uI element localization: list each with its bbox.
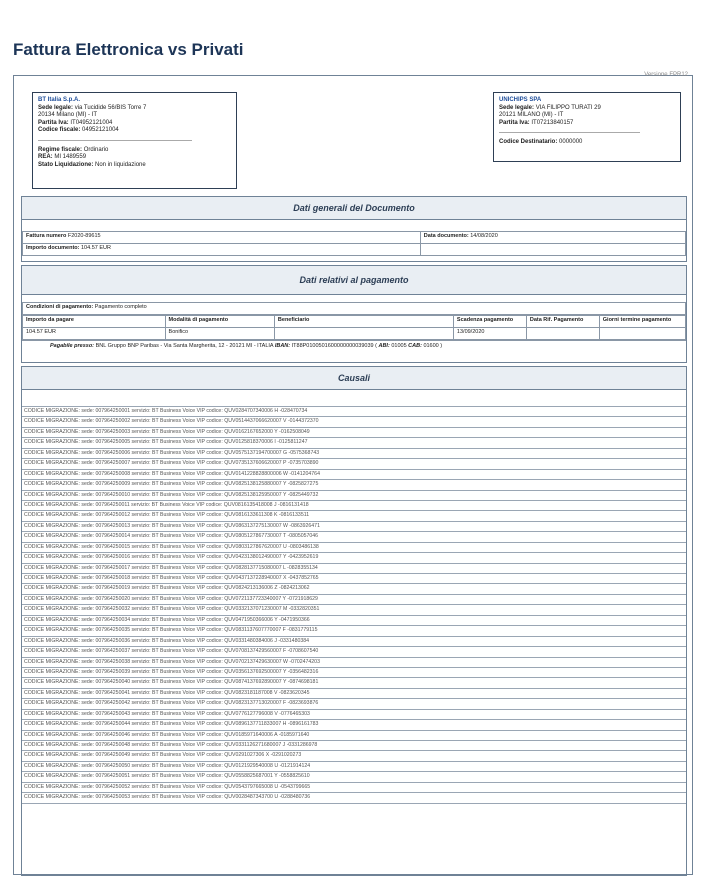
- payment-section: [21, 265, 687, 363]
- causale-row: CODICE MIGRAZIONE: sede: 007964250020 servizio: BT Business Voice VIP codice: QUV0721137723340007 Y -0721918629: [22, 595, 686, 605]
- payment-value-cell: 104.57 EUR: [23, 328, 166, 340]
- buyer-destinatario: Codice Destinatario: 0000000: [499, 139, 583, 145]
- payment-value-cell: [274, 328, 453, 340]
- payment-header-row: [23, 316, 686, 328]
- buyer-piva: Partita Iva: IT07213840157: [499, 119, 574, 126]
- causale-row: CODICE MIGRAZIONE: sede: 007964250012 servizio: BT Business Voice VIP codice: QUV0816133611308 K -0816133511: [22, 511, 686, 521]
- causale-row: CODICE MIGRAZIONE: sede: 007964250041 servizio: BT Business Voice VIP codice: QUV0823181187008 V -0823620345: [22, 689, 686, 699]
- payment-section-title: Dati relativi al pagamento: [22, 266, 686, 295]
- causale-row: CODICE MIGRAZIONE: sede: 007964250007 servizio: BT Business Voice VIP codice: QUV0735137606620007 P -0735703890: [22, 459, 686, 469]
- causale-row: CODICE MIGRAZIONE: sede: 007964250043 servizio: BT Business Voice VIP codice: QUV0776127796008 V -0776465303: [22, 710, 686, 720]
- seller-cf: Codice fiscale: 04952121004: [38, 127, 119, 133]
- causale-row: CODICE MIGRAZIONE: sede: 007964250053 servizio: BT Business Voice VIP codice: QUV0028487343700 U -0288480736: [22, 793, 686, 803]
- causale-row: CODICE MIGRAZIONE: sede: 007964250010 servizio: BT Business Voice VIP codice: QUV0825138125950007 Y -0825449732: [22, 491, 686, 501]
- buyer-address: 20121 MILANO (MI) - IT: [499, 112, 564, 118]
- doc-fattura-cell: Fattura numero F2020-89615: [23, 232, 421, 244]
- causali-list: [22, 406, 686, 804]
- seller-piva: Partita Iva: IT04952121004: [38, 119, 113, 126]
- causale-row: CODICE MIGRAZIONE: sede: 007964250032 servizio: BT Business Voice VIP codice: QUV0332137071230007 M -0332820351: [22, 605, 686, 615]
- version-label: Versione FPR12: [644, 72, 688, 78]
- payment-value-cell: Bonifico: [165, 328, 274, 340]
- causale-row: CODICE MIGRAZIONE: sede: 007964250008 servizio: BT Business Voice VIP codice: QUV0141228828800006 W -0141204764: [22, 470, 686, 480]
- causale-row: CODICE MIGRAZIONE: sede: 007964250037 servizio: BT Business Voice VIP codice: QUV0708137429560007 F -0708607540: [22, 647, 686, 657]
- buyer-box: [493, 92, 681, 162]
- payment-value-row: [23, 328, 686, 340]
- doc-empty-cell: [420, 244, 685, 256]
- causale-row: CODICE MIGRAZIONE: sede: 007964250046 servizio: BT Business Voice VIP codice: QUV0185971640006 A -0185971640: [22, 731, 686, 741]
- payment-header-cell: Beneficiario: [274, 316, 453, 328]
- seller-divider: [38, 140, 192, 141]
- doc-table: [22, 231, 686, 256]
- doc-data-cell: Data documento: 14/08/2020: [420, 232, 685, 244]
- causale-row: CODICE MIGRAZIONE: sede: 007964250048 servizio: BT Business Voice VIP codice: QUV0331126271680007 J -0331286978: [22, 741, 686, 751]
- seller-sede: Sede legale: via Tucidide 56/BIS Torre 7: [38, 104, 147, 111]
- payment-value-cell: [599, 328, 685, 340]
- payment-table: [22, 315, 686, 340]
- causale-row: CODICE MIGRAZIONE: sede: 007964250052 servizio: BT Business Voice VIP codice: QUV0543797665008 U -0543799665: [22, 783, 686, 793]
- causale-row: CODICE MIGRAZIONE: sede: 007964250042 servizio: BT Business Voice VIP codice: QUV0823137713020007 F -0823693876: [22, 699, 686, 709]
- causale-row: CODICE MIGRAZIONE: sede: 007964250013 servizio: BT Business Voice VIP codice: QUV0863137275130007 W -0863926471: [22, 522, 686, 532]
- causale-row: CODICE MIGRAZIONE: sede: 007964250018 servizio: BT Business Voice VIP codice: QUV0437137228940007 X -0437852765: [22, 574, 686, 584]
- seller-regime: Regime fiscale: Ordinario: [38, 146, 109, 153]
- payment-header-cell: Modalità di pagamento: [165, 316, 274, 328]
- causale-row: CODICE MIGRAZIONE: sede: 007964250006 servizio: BT Business Voice VIP codice: QUV0575137194700007 G -0575368743: [22, 449, 686, 459]
- payment-conditions-row: [23, 303, 686, 315]
- causale-row: CODICE MIGRAZIONE: sede: 007964250011 servizio: BT Business Voice VIP codice: QUV0816135418008 J -0816131418: [22, 501, 686, 511]
- causale-row: CODICE MIGRAZIONE: sede: 007964250015 servizio: BT Business Voice VIP codice: QUV0803127867620007 U -0803486138: [22, 543, 686, 553]
- causale-row: CODICE MIGRAZIONE: sede: 007964250051 servizio: BT Business Voice VIP codice: QUV0558825687001 Y -0558825610: [22, 772, 686, 782]
- causale-row: CODICE MIGRAZIONE: sede: 007964250014 servizio: BT Business Voice VIP codice: QUV0805127867730007 T -0805057046: [22, 532, 686, 542]
- causali-section-title: Causali: [22, 367, 686, 390]
- causale-row: CODICE MIGRAZIONE: sede: 007964250050 servizio: BT Business Voice VIP codice: QUV0121929540008 U -0121914124: [22, 762, 686, 772]
- doc-row: [23, 232, 686, 244]
- seller-rea: REA: MI 1489559: [38, 154, 87, 160]
- seller-stato: Stato Liquidazione: Non in liquidazione: [38, 161, 146, 168]
- pagabile-presso: Pagabile presso: BNL Gruppo BNP Paribas - Via Santa Margherita, 12 - 20121 MI - ITALIA IBAN: IT88P0100501600000000039039 ( ABI: 01005 CAB: 01600 ): [22, 340, 686, 351]
- doc-importo-cell: Importo documento: 104.57 EUR: [23, 244, 421, 256]
- buyer-name: UNICHIPS SPA: [499, 97, 542, 103]
- causale-row: CODICE MIGRAZIONE: sede: 007964250038 servizio: BT Business Voice VIP codice: QUV0702137429630007 W -0702474203: [22, 658, 686, 668]
- payment-conditions-cell: Condizioni di pagamento: Pagamento completo: [23, 303, 686, 315]
- causale-row: CODICE MIGRAZIONE: sede: 007964250049 servizio: BT Business Voice VIP codice: QUV0291027306 X -0291020273: [22, 751, 686, 761]
- causale-row: CODICE MIGRAZIONE: sede: 007964250035 servizio: BT Business Voice VIP codice: QUV0831137607770007 F -0831779115: [22, 626, 686, 636]
- page-title: Fattura Elettronica vs Privati: [13, 40, 244, 59]
- causale-row: CODICE MIGRAZIONE: sede: 007964250009 servizio: BT Business Voice VIP codice: QUV0825138125880007 Y -0825827275: [22, 480, 686, 490]
- causale-row: CODICE MIGRAZIONE: sede: 007964250017 servizio: BT Business Voice VIP codice: QUV0828137715080007 L -0828355134: [22, 564, 686, 574]
- causale-row: CODICE MIGRAZIONE: sede: 007964250034 servizio: BT Business Voice VIP codice: QUV0471950366006 Y -0471950366: [22, 616, 686, 626]
- payment-conditions-table: [22, 302, 686, 315]
- payment-value-cell: [526, 328, 599, 340]
- buyer-sede: Sede legale: VIA FILIPPO TURATI 29: [499, 104, 601, 111]
- payment-header-cell: Data Rif. Pagamento: [526, 316, 599, 328]
- invoice-frame: [13, 72, 693, 875]
- causale-row: CODICE MIGRAZIONE: sede: 007964250001 servizio: BT Business Voice VIP codice: QUV0284707340006 H -028470734: [22, 407, 686, 417]
- causale-row: CODICE MIGRAZIONE: sede: 007964250003 servizio: BT Business Voice VIP codice: QUV0162167652000 Y -0162508049: [22, 428, 686, 438]
- doc-section-title: Dati generali del Documento: [22, 197, 686, 220]
- doc-row: [23, 244, 686, 256]
- causale-row: CODICE MIGRAZIONE: sede: 007964250016 servizio: BT Business Voice VIP codice: QUV0423138012490007 Y -0423952619: [22, 553, 686, 563]
- causale-row: CODICE MIGRAZIONE: sede: 007964250019 servizio: BT Business Voice VIP codice: QUV0824213136006 Z -0824213062: [22, 584, 686, 594]
- causale-row: CODICE MIGRAZIONE: sede: 007964250036 servizio: BT Business Voice VIP codice: QUV0331480384006 J -0331480384: [22, 637, 686, 647]
- seller-address: 20134 Milano (MI) - IT: [38, 112, 98, 118]
- seller-name: BT Italia S.p.A.: [38, 97, 81, 103]
- causali-section: [21, 366, 687, 876]
- causale-row: CODICE MIGRAZIONE: sede: 007964250002 servizio: BT Business Voice VIP codice: QUV0514437066620007 V -0144372370: [22, 417, 686, 427]
- causale-row: CODICE MIGRAZIONE: sede: 007964250039 servizio: BT Business Voice VIP codice: QUV0356137692500007 Y -0356482316: [22, 668, 686, 678]
- causale-row: CODICE MIGRAZIONE: sede: 007964250040 servizio: BT Business Voice VIP codice: QUV0874137692890007 Y -0874698181: [22, 678, 686, 688]
- payment-header-cell: Importo da pagare: [23, 316, 166, 328]
- causale-row: CODICE MIGRAZIONE: sede: 007964250005 servizio: BT Business Voice VIP codice: QUV0125818370006 I -0125811247: [22, 438, 686, 448]
- payment-header-cell: Scadenza pagamento: [453, 316, 526, 328]
- seller-box: [32, 92, 237, 189]
- buyer-divider: [499, 132, 640, 133]
- payment-header-cell: Giorni termine pagamento: [599, 316, 685, 328]
- doc-section: [21, 196, 687, 262]
- causale-row: CODICE MIGRAZIONE: sede: 007964250044 servizio: BT Business Voice VIP codice: QUV0896137711833007 H -0896161783: [22, 720, 686, 730]
- payment-value-cell: 13/09/2020: [453, 328, 526, 340]
